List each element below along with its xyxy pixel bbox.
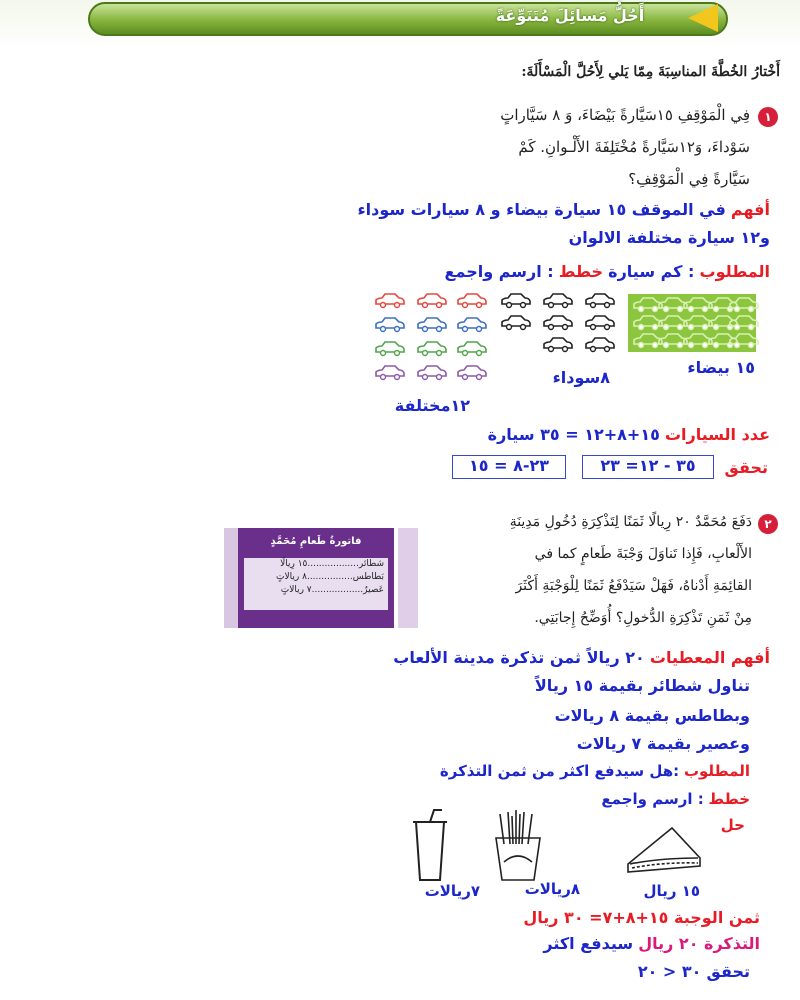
receipt-item-fries: بَطاطس................٨ ريالاتٍ bbox=[276, 572, 384, 582]
question-1-number: ١ bbox=[758, 107, 778, 127]
juice-icon bbox=[413, 810, 447, 880]
q2-text-line-4: مِنْ ثَمَنِ تَذْكِرَةِ الدُّخولِ؟ أُوَضِّحُ إِجابَتِي. bbox=[534, 610, 752, 626]
total-expression: ١٥+٨+١٢ = ٣٥ سيارة bbox=[487, 425, 660, 444]
q2-text-line-2: الأَلْعابِ، فَإِذا تَناوَلَ وَجْبَةَ طَعامٍ كما في bbox=[534, 546, 752, 562]
plan-text: : ارسم واجمع bbox=[444, 262, 554, 281]
food-illustration bbox=[400, 808, 720, 888]
ticket-price: التذكرة ٢٠ ريال bbox=[638, 934, 760, 953]
q2-check-line bbox=[560, 962, 750, 981]
price-juice: ٧ريالات bbox=[424, 882, 480, 900]
required-label: المطلوب bbox=[683, 762, 750, 780]
check-label: تحقق bbox=[706, 962, 750, 981]
total-label: عدد السيارات bbox=[664, 425, 770, 444]
solve-label: حل bbox=[720, 816, 745, 834]
q2-required-line bbox=[420, 762, 750, 780]
q2-text-line-1: دَفَعَ مُحَمَّدٌ ٢٠ رِيالًا ثَمَنًا لِتَذْكِرَةِ دُخُولِ مَدِينَةِ bbox=[509, 514, 752, 530]
required-text: :هل سيدفع اكثر من ثمن التذكرة bbox=[439, 762, 680, 780]
price-sandwich: ١٥ ريال bbox=[643, 882, 700, 900]
conclusion: سيدفع اكثر bbox=[543, 934, 634, 953]
q1-understand-1 bbox=[300, 200, 770, 219]
receipt-edge-left bbox=[224, 528, 238, 628]
label-black-cars: ٨سوداء bbox=[552, 368, 610, 387]
q1-text-line-2: سَوْداءَ، وَ١٢سَيَّارةً مُخْتَلِفَةَ الأَلْـوانِ. كَمْ bbox=[518, 138, 750, 156]
fries-icon bbox=[496, 810, 540, 880]
q1-understand-2: و١٢ سيارة مختلفة الالوان bbox=[568, 228, 770, 247]
ticket-line bbox=[440, 934, 760, 953]
receipt-item-sandwich: شطائر..................١٥ رِيالًا bbox=[280, 559, 384, 569]
receipt-item-juice: عَصيرٌ..................٧ ريالاتٍ bbox=[280, 585, 384, 595]
q2-given-4: وعصير بقيمة ٧ ريالات bbox=[576, 734, 750, 753]
check-label: تحقق bbox=[724, 458, 768, 477]
check-text: ٣٠ < ٢٠ bbox=[637, 962, 702, 981]
given-text: ٢٠ ريالاً ثمن تذكرة مدينة الألعاب bbox=[393, 648, 645, 667]
q2-given-line bbox=[330, 648, 770, 667]
sandwich-icon bbox=[628, 828, 700, 872]
q1-text-line-1: فِي الْمَوْقِفِ ١٥سَيَّارةً بَيْضَاءَ، وَ ٨ سَيَّاراتٍ bbox=[500, 106, 750, 124]
arrow-icon bbox=[688, 4, 718, 32]
q2-text-line-3: القائِمَةِ أَدْناهُ، فَهَلْ سَيَدْفَعُ ثَمَنًا لِلْوَجْبَةِ أَكْثَرَ bbox=[515, 578, 752, 594]
price-fries: ٨ريالات bbox=[524, 880, 580, 898]
q1-text-line-3: سَيَّارةً فِي الْمَوْقِفِ؟ bbox=[628, 170, 750, 188]
understand-text: في الموقف ١٥ سيارة بيضاء و ٨ سيارات سوداء bbox=[357, 200, 726, 219]
label-mixed-cars: ١٢مختلفة bbox=[394, 396, 470, 415]
q2-given-2: تناول شطائر بقيمة ١٥ ريالاً bbox=[534, 676, 750, 695]
receipt-title: فاتورةُ طَعامِ مُحَمَّدٍ bbox=[270, 536, 362, 547]
required-label: المطلوب bbox=[699, 262, 770, 281]
receipt-items bbox=[244, 558, 388, 610]
required-text: : كم سيارة bbox=[608, 262, 695, 281]
plan-label: خطط bbox=[708, 790, 750, 808]
instruction: أَخْتارُ الخُطَّةَ المناسِبَةَ مِمّا يَلي لِأَحُلَّ الْمَسْأَلَةَ: bbox=[521, 64, 780, 80]
meal-price: ثمن الوجبة ١٥+٨+٧= ٣٠ ريال bbox=[523, 908, 760, 927]
question-2-number: ٢ bbox=[758, 514, 778, 534]
label-white-cars: ١٥ بيضاء bbox=[687, 358, 755, 377]
check-box-2: ٢٣-٨ = ١٥ bbox=[452, 455, 566, 479]
understand-label: أفهم bbox=[730, 200, 770, 219]
check-box-1: ٣٥ - ١٢= ٢٣ bbox=[582, 455, 714, 479]
q2-plan-line bbox=[560, 790, 750, 808]
section-title: أَحُلُّ مَسائِلَ مُتَنَوِّعَةً bbox=[495, 6, 645, 25]
q1-required-line bbox=[360, 262, 770, 281]
q1-total-line bbox=[430, 425, 770, 444]
receipt-edge-right bbox=[398, 528, 418, 628]
plan-text: : ارسم واجمع bbox=[601, 790, 704, 808]
given-label: أفهم المعطيات bbox=[649, 648, 770, 667]
plan-label: خطط bbox=[558, 262, 604, 281]
q2-given-3: وبطاطس بقيمة ٨ ريالات bbox=[554, 706, 750, 725]
